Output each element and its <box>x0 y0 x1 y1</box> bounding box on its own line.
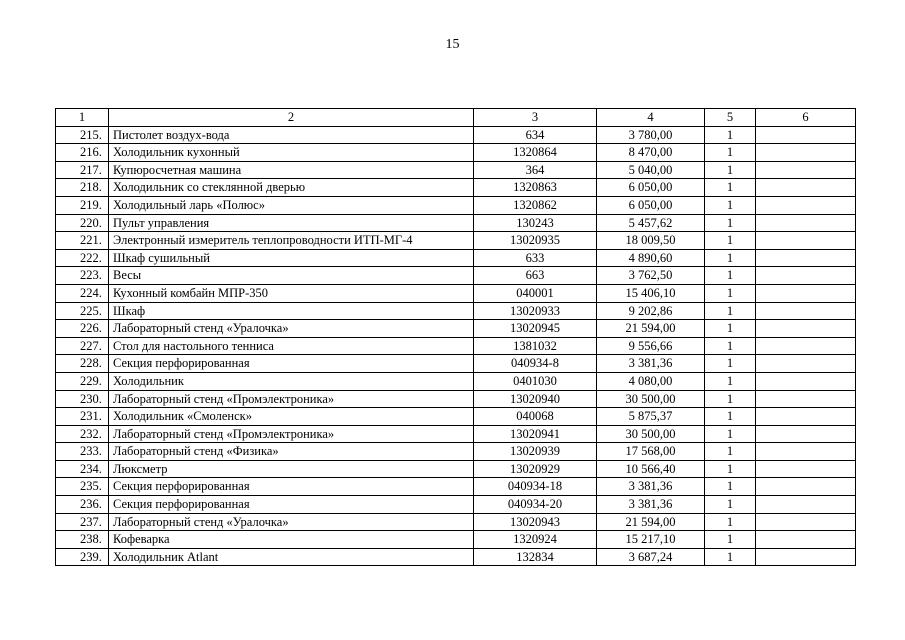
page-number: 15 <box>445 37 460 52</box>
price-cell: 3 762,50 <box>597 267 705 285</box>
price-cell: 21 594,00 <box>597 513 705 531</box>
inventory-code-cell: 13020935 <box>474 232 597 250</box>
inventory-code-cell: 040934-20 <box>474 496 597 514</box>
note-cell <box>756 320 856 338</box>
price-cell: 8 470,00 <box>597 144 705 162</box>
table-row <box>56 214 856 232</box>
table-row <box>56 478 856 496</box>
inventory-code-cell: 13020941 <box>474 425 597 443</box>
inventory-code-cell: 132834 <box>474 548 597 566</box>
quantity-cell: 1 <box>705 320 756 338</box>
table-row <box>56 496 856 514</box>
price-cell: 18 009,50 <box>597 232 705 250</box>
note-cell <box>756 390 856 408</box>
quantity-cell: 1 <box>705 355 756 373</box>
price-cell: 15 217,10 <box>597 531 705 549</box>
item-name-cell: Кухонный комбайн МПР-350 <box>109 284 474 302</box>
table-row <box>56 161 856 179</box>
note-cell <box>756 284 856 302</box>
price-cell: 4 890,60 <box>597 249 705 267</box>
price-cell: 15 406,10 <box>597 284 705 302</box>
table-row <box>56 372 856 390</box>
inventory-code-cell: 13020939 <box>474 443 597 461</box>
item-name-cell: Купюросчетная машина <box>109 161 474 179</box>
table-row <box>56 320 856 338</box>
table-row <box>56 179 856 197</box>
inventory-code-cell: 13020929 <box>474 460 597 478</box>
item-name-cell: Секция перфорированная <box>109 355 474 373</box>
row-number-cell: 231. <box>56 408 109 426</box>
inventory-code-cell: 1381032 <box>474 337 597 355</box>
item-name-cell: Лабораторный стенд «Промэлектроника» <box>109 425 474 443</box>
row-number-cell: 236. <box>56 496 109 514</box>
quantity-cell: 1 <box>705 126 756 144</box>
quantity-cell: 1 <box>705 161 756 179</box>
item-name-cell: Холодильник со стеклянной дверью <box>109 179 474 197</box>
table-row <box>56 548 856 566</box>
table-row <box>56 390 856 408</box>
note-cell <box>756 267 856 285</box>
note-cell <box>756 372 856 390</box>
table-row <box>56 460 856 478</box>
inventory-code-cell: 13020933 <box>474 302 597 320</box>
table-row <box>56 355 856 373</box>
quantity-cell: 1 <box>705 513 756 531</box>
table-row <box>56 337 856 355</box>
column-header: 4 <box>597 109 705 127</box>
item-name-cell: Холодильный ларь «Полюс» <box>109 196 474 214</box>
table-row <box>56 531 856 549</box>
quantity-cell: 1 <box>705 372 756 390</box>
inventory-code-cell: 364 <box>474 161 597 179</box>
inventory-code-cell: 130243 <box>474 214 597 232</box>
item-name-cell: Холодильник <box>109 372 474 390</box>
note-cell <box>756 478 856 496</box>
price-cell: 6 050,00 <box>597 179 705 197</box>
row-number-cell: 227. <box>56 337 109 355</box>
item-name-cell: Весы <box>109 267 474 285</box>
row-number-cell: 215. <box>56 126 109 144</box>
price-cell: 10 566,40 <box>597 460 705 478</box>
row-number-cell: 233. <box>56 443 109 461</box>
inventory-code-cell: 663 <box>474 267 597 285</box>
note-cell <box>756 460 856 478</box>
row-number-cell: 235. <box>56 478 109 496</box>
row-number-cell: 216. <box>56 144 109 162</box>
inventory-code-cell: 040068 <box>474 408 597 426</box>
quantity-cell: 1 <box>705 460 756 478</box>
column-header: 1 <box>56 109 109 127</box>
row-number-cell: 218. <box>56 179 109 197</box>
item-name-cell: Люксметр <box>109 460 474 478</box>
inventory-code-cell: 1320862 <box>474 196 597 214</box>
item-name-cell: Пистолет воздух-вода <box>109 126 474 144</box>
quantity-cell: 1 <box>705 478 756 496</box>
note-cell <box>756 408 856 426</box>
price-cell: 9 556,66 <box>597 337 705 355</box>
inventory-code-cell: 634 <box>474 126 597 144</box>
table-row <box>56 408 856 426</box>
note-cell <box>756 496 856 514</box>
item-name-cell: Пульт управления <box>109 214 474 232</box>
note-cell <box>756 126 856 144</box>
row-number-cell: 224. <box>56 284 109 302</box>
quantity-cell: 1 <box>705 496 756 514</box>
note-cell <box>756 196 856 214</box>
item-name-cell: Шкаф сушильный <box>109 249 474 267</box>
inventory-code-cell: 1320863 <box>474 179 597 197</box>
quantity-cell: 1 <box>705 179 756 197</box>
note-cell <box>756 337 856 355</box>
quantity-cell: 1 <box>705 531 756 549</box>
quantity-cell: 1 <box>705 214 756 232</box>
price-cell: 6 050,00 <box>597 196 705 214</box>
item-name-cell: Шкаф <box>109 302 474 320</box>
note-cell <box>756 249 856 267</box>
price-cell: 5 875,37 <box>597 408 705 426</box>
row-number-cell: 223. <box>56 267 109 285</box>
inventory-code-cell: 040934-18 <box>474 478 597 496</box>
note-cell <box>756 302 856 320</box>
item-name-cell: Секция перфорированная <box>109 496 474 514</box>
row-number-cell: 229. <box>56 372 109 390</box>
inventory-code-cell: 633 <box>474 249 597 267</box>
column-header: 5 <box>705 109 756 127</box>
item-name-cell: Стол для настольного тенниса <box>109 337 474 355</box>
table-row <box>56 249 856 267</box>
price-cell: 3 381,36 <box>597 355 705 373</box>
note-cell <box>756 548 856 566</box>
row-number-cell: 232. <box>56 425 109 443</box>
quantity-cell: 1 <box>705 390 756 408</box>
item-name-cell: Холодильник кухонный <box>109 144 474 162</box>
row-number-cell: 239. <box>56 548 109 566</box>
price-cell: 5 040,00 <box>597 161 705 179</box>
price-cell: 3 687,24 <box>597 548 705 566</box>
row-number-cell: 220. <box>56 214 109 232</box>
quantity-cell: 1 <box>705 144 756 162</box>
table-row <box>56 302 856 320</box>
note-cell <box>756 513 856 531</box>
row-number-cell: 225. <box>56 302 109 320</box>
item-name-cell: Лабораторный стенд «Уралочка» <box>109 513 474 531</box>
quantity-cell: 1 <box>705 232 756 250</box>
item-name-cell: Секция перфорированная <box>109 478 474 496</box>
column-header: 3 <box>474 109 597 127</box>
quantity-cell: 1 <box>705 425 756 443</box>
table-row <box>56 513 856 531</box>
row-number-cell: 222. <box>56 249 109 267</box>
quantity-cell: 1 <box>705 284 756 302</box>
price-cell: 9 202,86 <box>597 302 705 320</box>
price-cell: 30 500,00 <box>597 425 705 443</box>
item-name-cell: Кофеварка <box>109 531 474 549</box>
table-row <box>56 284 856 302</box>
inventory-code-cell: 040934-8 <box>474 355 597 373</box>
quantity-cell: 1 <box>705 302 756 320</box>
row-number-cell: 237. <box>56 513 109 531</box>
item-name-cell: Электронный измеритель теплопроводности ИТП-МГ-4 <box>109 232 474 250</box>
table-row <box>56 196 856 214</box>
note-cell <box>756 355 856 373</box>
table-header-row <box>56 109 856 127</box>
row-number-cell: 221. <box>56 232 109 250</box>
row-number-cell: 234. <box>56 460 109 478</box>
inventory-table <box>55 108 856 566</box>
row-number-cell: 230. <box>56 390 109 408</box>
item-name-cell: Холодильник Atlant <box>109 548 474 566</box>
price-cell: 21 594,00 <box>597 320 705 338</box>
table-row <box>56 267 856 285</box>
quantity-cell: 1 <box>705 249 756 267</box>
inventory-code-cell: 0401030 <box>474 372 597 390</box>
item-name-cell: Холодильник «Смоленск» <box>109 408 474 426</box>
table-row <box>56 425 856 443</box>
note-cell <box>756 214 856 232</box>
item-name-cell: Лабораторный стенд «Промэлектроника» <box>109 390 474 408</box>
column-header: 2 <box>109 109 474 127</box>
price-cell: 5 457,62 <box>597 214 705 232</box>
note-cell <box>756 161 856 179</box>
price-cell: 17 568,00 <box>597 443 705 461</box>
quantity-cell: 1 <box>705 408 756 426</box>
table-row <box>56 144 856 162</box>
inventory-code-cell: 040001 <box>474 284 597 302</box>
row-number-cell: 238. <box>56 531 109 549</box>
note-cell <box>756 144 856 162</box>
note-cell <box>756 443 856 461</box>
inventory-code-cell: 1320924 <box>474 531 597 549</box>
price-cell: 3 780,00 <box>597 126 705 144</box>
row-number-cell: 217. <box>56 161 109 179</box>
note-cell <box>756 232 856 250</box>
row-number-cell: 219. <box>56 196 109 214</box>
column-header: 6 <box>756 109 856 127</box>
inventory-code-cell: 1320864 <box>474 144 597 162</box>
inventory-code-cell: 13020940 <box>474 390 597 408</box>
quantity-cell: 1 <box>705 548 756 566</box>
item-name-cell: Лабораторный стенд «Физика» <box>109 443 474 461</box>
item-name-cell: Лабораторный стенд «Уралочка» <box>109 320 474 338</box>
inventory-code-cell: 13020943 <box>474 513 597 531</box>
note-cell <box>756 425 856 443</box>
table-row <box>56 232 856 250</box>
table-row <box>56 126 856 144</box>
price-cell: 30 500,00 <box>597 390 705 408</box>
table-row <box>56 443 856 461</box>
row-number-cell: 228. <box>56 355 109 373</box>
note-cell <box>756 179 856 197</box>
quantity-cell: 1 <box>705 196 756 214</box>
quantity-cell: 1 <box>705 443 756 461</box>
price-cell: 3 381,36 <box>597 478 705 496</box>
price-cell: 3 381,36 <box>597 496 705 514</box>
row-number-cell: 226. <box>56 320 109 338</box>
quantity-cell: 1 <box>705 267 756 285</box>
price-cell: 4 080,00 <box>597 372 705 390</box>
inventory-code-cell: 13020945 <box>474 320 597 338</box>
quantity-cell: 1 <box>705 337 756 355</box>
note-cell <box>756 531 856 549</box>
